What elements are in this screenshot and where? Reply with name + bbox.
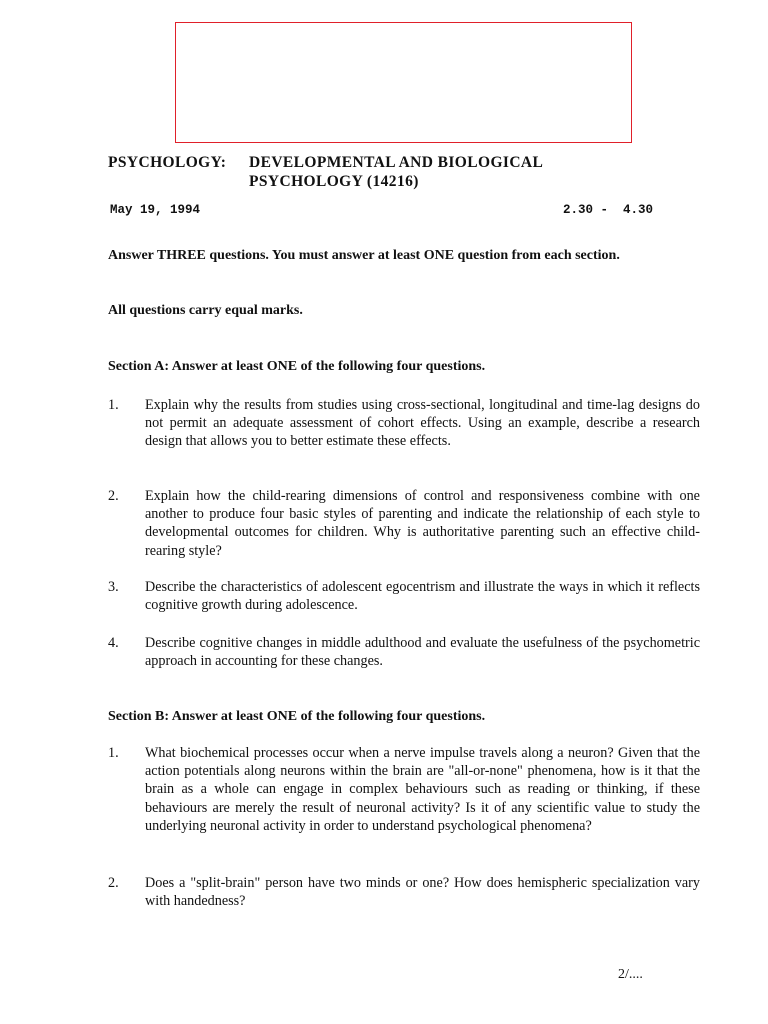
exam-time: 2.30 - 4.30 bbox=[563, 203, 654, 217]
question-text: Describe the characteristics of adolescent egocentrism and illustrate the ways in which it reflects cognitive growth during adolescence. bbox=[145, 579, 700, 614]
title-line-1: DEVELOPMENTAL AND BIOLOGICAL bbox=[249, 154, 544, 171]
section-b-question-2 bbox=[108, 874, 700, 910]
question-text: Does a "split-brain" person have two minds or one? How does hemispheric specialization vary with handedness? bbox=[145, 875, 700, 910]
page-continuation-marker: 2/.... bbox=[618, 967, 643, 982]
question-text: Explain how the child-rearing dimensions of control and responsiveness combine with one another to produce four basic styles of parenting and indicate the relationship of each style to developmental outcomes for children. Why is authoritative parenting such an effective child-rearing style? bbox=[145, 488, 700, 559]
exam-date: May 19, 1994 bbox=[110, 203, 201, 217]
title-label: PSYCHOLOGY: bbox=[108, 154, 227, 171]
section-b-heading: Section B: Answer at least ONE of the following four questions. bbox=[108, 709, 486, 724]
question-number: 2. bbox=[108, 875, 119, 891]
section-a-question-2 bbox=[108, 487, 700, 560]
blank-stamp-box bbox=[175, 22, 632, 143]
instruction-answer-three: Answer THREE questions. You must answer at least ONE question from each section. bbox=[108, 248, 620, 263]
section-a-question-4 bbox=[108, 634, 700, 670]
section-a-question-3 bbox=[108, 578, 700, 614]
question-number: 2. bbox=[108, 488, 119, 504]
section-b-question-1 bbox=[108, 744, 700, 835]
question-number: 4. bbox=[108, 635, 119, 651]
section-a-question-1 bbox=[108, 396, 700, 451]
question-number: 3. bbox=[108, 579, 119, 595]
instruction-equal-marks: All questions carry equal marks. bbox=[108, 303, 303, 318]
exam-title bbox=[108, 153, 543, 191]
question-text: Explain why the results from studies using cross-sectional, longitudinal and time-lag designs do not permit an adequate assessment of cohort effects. Using an example, describe a research design that allows you to better estimate these effects. bbox=[145, 397, 700, 450]
question-number: 1. bbox=[108, 745, 119, 761]
title-line-2: PSYCHOLOGY (14216) bbox=[249, 173, 419, 190]
question-text: Describe cognitive changes in middle adulthood and evaluate the usefulness of the psychometric approach in accounting for these changes. bbox=[145, 635, 700, 670]
question-number: 1. bbox=[108, 397, 119, 413]
section-a-heading: Section A: Answer at least ONE of the following four questions. bbox=[108, 359, 486, 374]
question-text: What biochemical processes occur when a nerve impulse travels along a neuron? Given that the action potentials along neurons within the brain are "all-or-none" phenomena, how is it that the brain as a whole can engage in complex behaviours such as reading or thinking, if these behaviours are merely the result of neuronal activity? Is it of any scientific value to study the underlying neuronal activity in order to understand psychological phenomena? bbox=[145, 745, 700, 834]
